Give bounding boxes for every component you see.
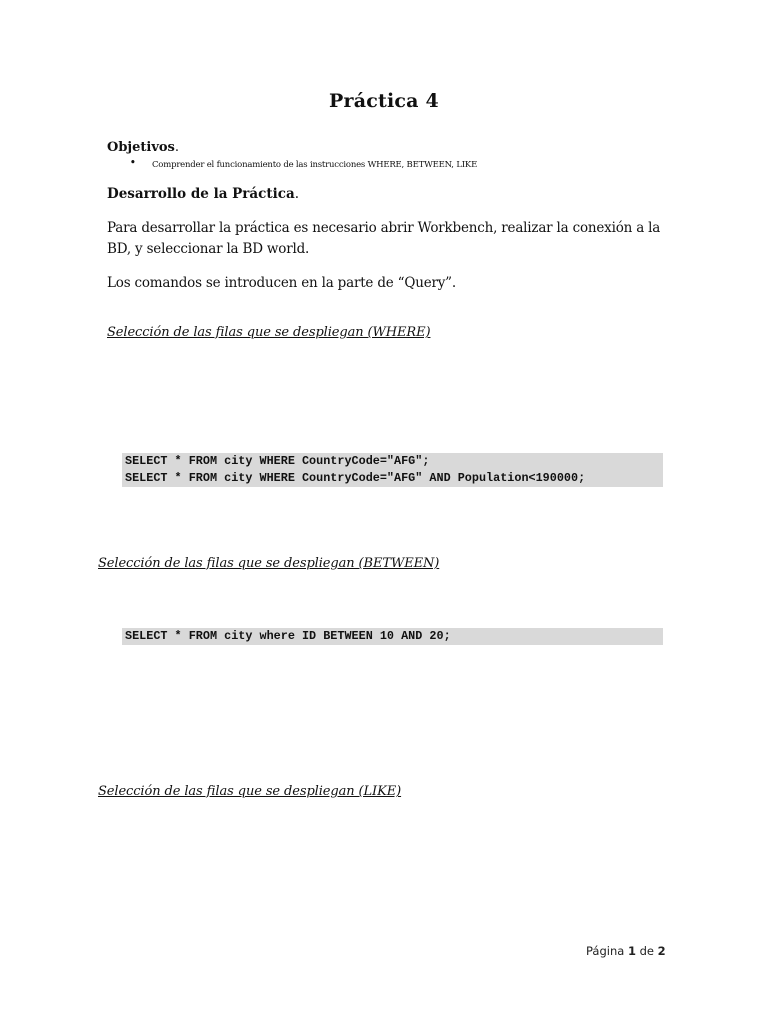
instructions-paragraph: Para desarrollar la práctica es necesario abrir Workbench, realizar la conexión a la BD, y seleccionar la BD world. [107, 220, 661, 257]
development-heading [107, 186, 299, 202]
development-heading-period: . [294, 186, 299, 202]
code-block-where [122, 453, 663, 487]
page-label: Página [586, 944, 625, 958]
page-number-footer [586, 944, 666, 958]
development-heading-text: Desarrollo de la Práctica [107, 186, 295, 202]
current-page-number: 1 [627, 944, 636, 958]
section-heading-where: Selección de las filas que se despliegan (WHERE) [107, 325, 431, 340]
of-label: de [639, 944, 654, 958]
objectives-heading-text: Objetivos [107, 140, 175, 155]
section-heading-like: Selección de las filas que se despliegan (LIKE) [98, 784, 402, 799]
code-block-between [122, 628, 663, 645]
bullet-glyph: • [130, 158, 136, 168]
query-paragraph: Los comandos se introducen en la parte de “Query”. [107, 275, 456, 291]
objectives-bullet-item: Comprender el funcionamiento de las instrucciones WHERE, BETWEEN, LIKE [152, 160, 478, 170]
total-pages-number: 2 [657, 944, 666, 958]
section-heading-between: Selección de las filas que se despliegan (BETWEEN) [98, 556, 440, 571]
code-line: SELECT * FROM city where ID BETWEEN 10 AND 20; [125, 629, 451, 643]
code-line: SELECT * FROM city WHERE CountryCode="AFG"; [125, 454, 430, 468]
objectives-heading [107, 140, 179, 155]
objectives-heading-period: . [174, 140, 180, 155]
page-title: Práctica 4 [329, 90, 439, 112]
code-line: SELECT * FROM city WHERE CountryCode="AFG" AND Population<190000; [125, 471, 586, 485]
